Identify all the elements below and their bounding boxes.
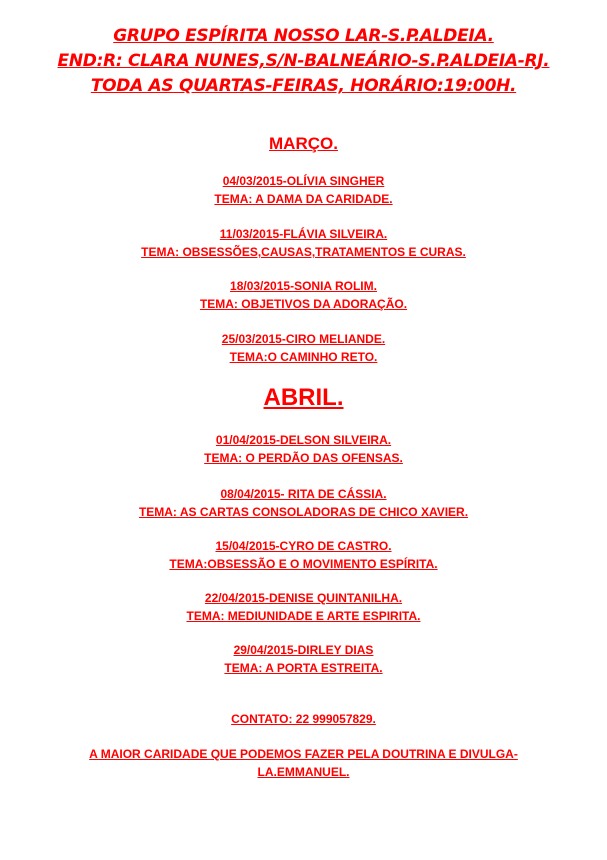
entry-date: 04/03/2015-OLÍVIA SINGHER xyxy=(222,174,385,188)
header-address: END:R: CLARA NUNES,S/N-BALNEÁRIO-S.P.ALDEIA-RJ. xyxy=(57,51,550,71)
entry-date: 22/04/2015-DENISE QUINTANILHA. xyxy=(204,591,403,605)
header-title: GRUPO ESPÍRITA NOSSO LAR-S.P.ALDEIA. xyxy=(113,26,494,46)
entry-date: 29/04/2015-DIRLEY DIAS xyxy=(233,643,374,657)
contact-line: CONTATO: 22 999057829. xyxy=(231,712,376,726)
entry-theme: TEMA: A DAMA DA CARIDADE. xyxy=(214,192,393,206)
entry-march-1 xyxy=(0,172,607,208)
entry-theme: TEMA:O CAMINHO RETO. xyxy=(229,350,378,364)
header-schedule: TODA AS QUARTAS-FEIRAS, HORÁRIO:19:00H. xyxy=(90,76,517,96)
entry-theme: TEMA:OBSESSÃO E O MOVIMENTO ESPÍRITA. xyxy=(169,557,438,571)
entry-april-4 xyxy=(0,589,607,625)
entry-date: 15/04/2015-CYRO DE CASTRO. xyxy=(215,539,392,553)
entry-april-1 xyxy=(0,431,607,467)
entry-theme: TEMA: O PERDÃO DAS OFENSAS. xyxy=(204,451,403,465)
month-title-april: ABRIL. xyxy=(263,384,344,411)
entry-date: 18/03/2015-SONIA ROLIM. xyxy=(230,279,377,293)
month-title-march: MARÇO. xyxy=(269,134,338,153)
entry-date: 11/03/2015-FLÁVIA SILVEIRA. xyxy=(219,227,388,241)
entry-april-2 xyxy=(0,485,607,521)
entry-date: 25/03/2015-CIRO MELIANDE. xyxy=(221,332,386,346)
entry-theme: TEMA: A PORTA ESTREITA. xyxy=(224,661,383,675)
entry-theme: TEMA: OBSESSÕES,CAUSAS,TRATAMENTOS E CURAS. xyxy=(141,245,466,259)
entry-theme: TEMA: MEDIUNIDADE E ARTE ESPIRITA. xyxy=(186,609,421,623)
entry-march-2 xyxy=(0,225,607,261)
entry-april-5 xyxy=(0,641,607,677)
entry-march-3 xyxy=(0,277,607,313)
entry-april-3 xyxy=(0,537,607,573)
entry-march-4 xyxy=(0,330,607,366)
entry-theme: TEMA: AS CARTAS CONSOLADORAS DE CHICO XAVIER. xyxy=(138,505,469,519)
quote-text: A MAIOR CARIDADE QUE PODEMOS FAZER PELA DOUTRINA E DIVULGA-LA.EMMANUEL. xyxy=(89,747,518,779)
entry-theme: TEMA: OBJETIVOS DA ADORAÇÃO. xyxy=(199,297,408,311)
entry-date: 08/04/2015- RITA DE CÁSSIA. xyxy=(220,487,387,501)
entry-date: 01/04/2015-DELSON SILVEIRA. xyxy=(215,433,392,447)
